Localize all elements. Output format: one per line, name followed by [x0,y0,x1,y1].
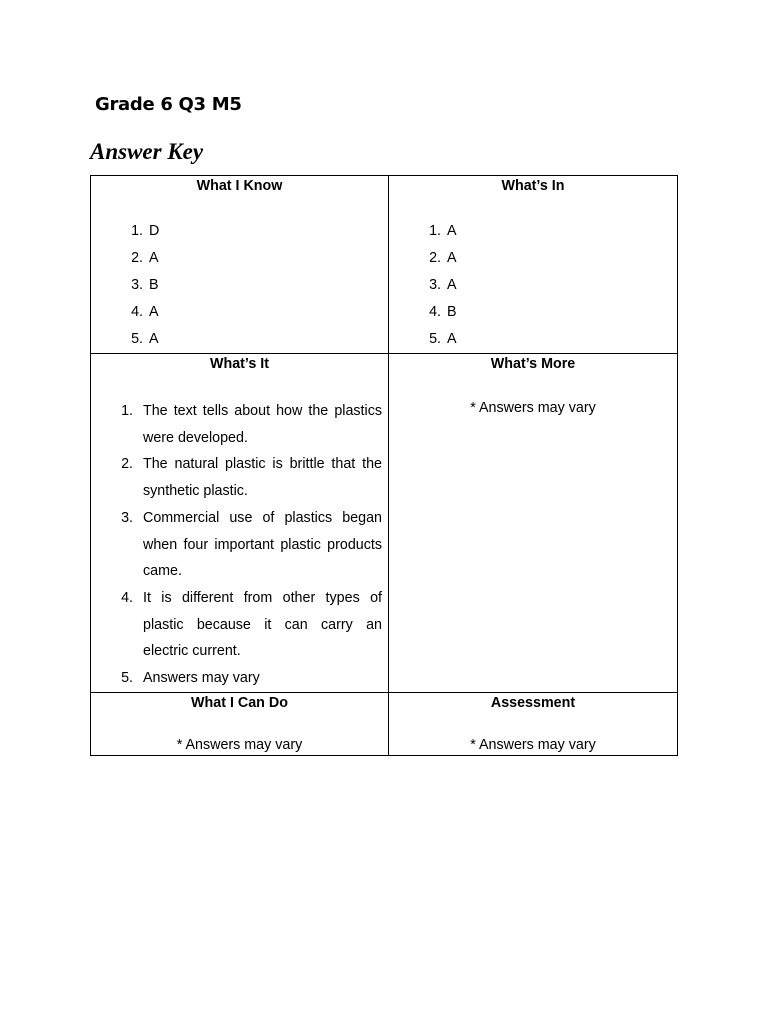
assessment-cell [389,692,678,755]
whats-it-list [91,398,382,692]
list-item [91,585,382,665]
item-number: 5. [131,331,143,347]
what-i-can-do-note: * Answers may vary [176,736,303,753]
assessment-heading: Assessment [490,694,576,711]
item-answer: B [149,277,159,293]
item-number: 5. [121,670,133,687]
item-answer: B [447,304,457,320]
what-i-know-cell [91,176,389,354]
whats-in-list [413,218,677,353]
whats-in-cell [389,176,678,354]
list-item [413,326,677,353]
what-i-can-do-cell [91,692,389,755]
item-answer: A [447,331,457,347]
item-number: 2. [131,250,143,266]
list-item [413,299,677,326]
item-text: The natural plastic is brittle that the synthetic plastic. [143,456,382,500]
item-answer: A [447,223,457,239]
item-number: 4. [131,304,143,320]
table-row [91,354,678,693]
whats-in-heading: What’s In [501,178,565,194]
item-text: It is different from other types of plastic because it can carry an electric current. [143,589,382,660]
what-i-know-heading: What I Know [196,178,283,194]
assessment-note: * Answers may vary [470,736,596,753]
list-item [413,218,677,245]
grade-label: Grade 6 Q3 M5 [95,94,242,115]
item-number: 1. [121,403,133,419]
list-item [91,398,382,451]
item-number: 1. [429,223,441,239]
list-item [413,245,677,272]
what-i-know-list [115,218,388,353]
item-answer: A [149,250,159,266]
item-text: The text tells about how the plastics were developed. [143,403,382,446]
whats-more-heading: What’s More [490,356,576,372]
table-row [91,692,678,755]
item-text: Commercial use of plastics began when four important plastic products came. [143,509,382,580]
item-number: 3. [429,277,441,293]
list-item [91,451,382,504]
item-number: 4. [429,304,441,320]
item-number: 4. [121,589,133,606]
whats-it-heading: What’s It [209,356,270,372]
item-number: 1. [131,223,143,239]
list-item [115,245,388,272]
answer-key-table [90,175,678,756]
list-item [413,272,677,299]
item-number: 5. [429,331,441,347]
list-item [115,218,388,245]
list-item [115,299,388,326]
item-number: 2. [121,456,133,473]
whats-it-cell [91,354,389,693]
item-answer: A [447,250,457,266]
whats-more-cell [389,354,678,693]
item-answer: A [447,277,457,293]
item-number: 2. [429,250,441,266]
list-item [115,326,388,353]
what-i-can-do-heading: What I Can Do [191,694,288,711]
item-answer: A [149,304,159,320]
item-answer: A [149,331,159,347]
whats-more-note: * Answers may vary [470,400,596,416]
item-answer: D [149,223,160,239]
page-title: Answer Key [90,139,204,164]
item-number: 3. [121,509,133,526]
item-number: 3. [131,277,143,293]
list-item [91,665,382,692]
item-text: Answers may vary [143,670,260,687]
list-item [115,272,388,299]
table-row [91,176,678,354]
list-item [91,505,382,585]
